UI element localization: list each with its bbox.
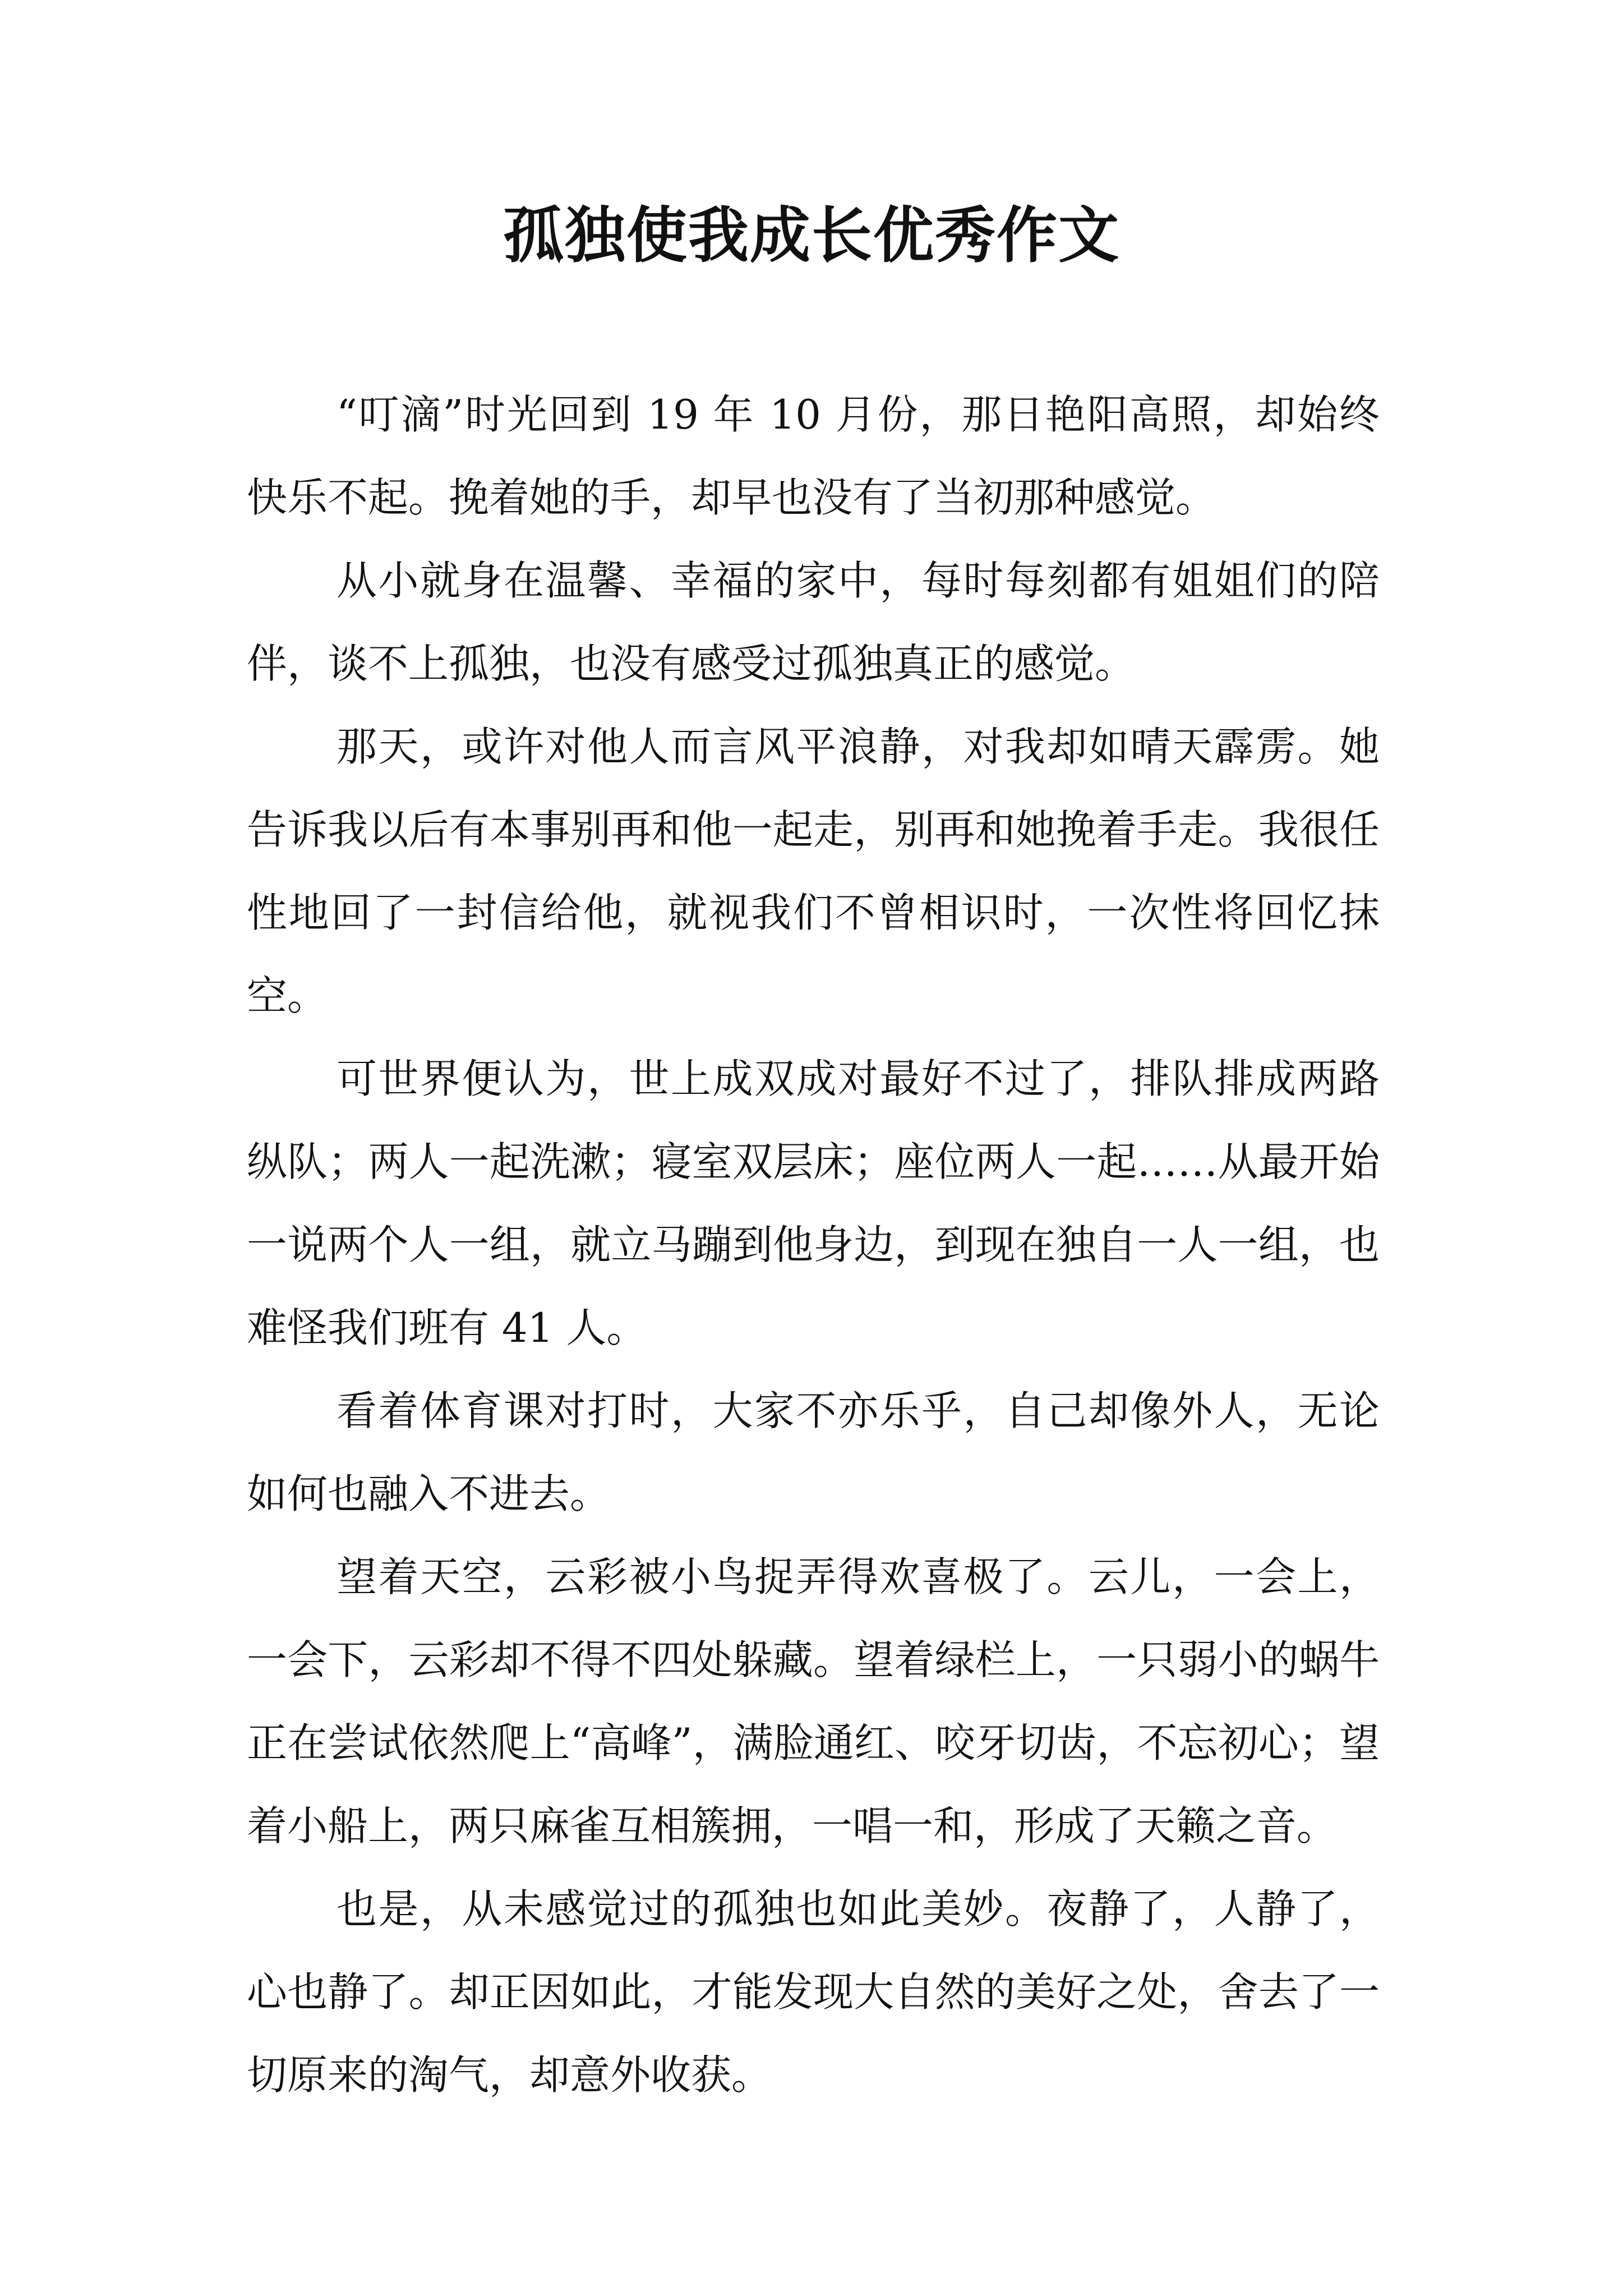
paragraph-3: 那天，或许对他人而言风平浪静，对我却如晴天霹雳。她告诉我以后有本事别再和他一起走，别再和她挽着手走。我很任性地回了一封信给他，就视我们不曾相识时，一次性将回忆抹空。 (247, 723, 1380, 1019)
paragraph-7: 也是，从未感觉过的孤独也如此美妙。夜静了，人静了，心也静了。却正因如此，才能发现大自然的美好之处，舍去了一切原来的淘气，却意外收获。 (247, 1885, 1380, 2099)
paragraph-4: 可世界便认为，世上成双成对最好不过了，排队排成两路纵队；两人一起洗漱；寝室双层床；座位两人一起……从最开始一说两个人一组，就立马蹦到他身边，到现在独自一人一组，也难怪我们班有 41 人。 (247, 1055, 1380, 1351)
paragraph-1: “叮滴”时光回到 19 年 10 月份，那日艳阳高照，却始终快乐不起。挽着她的手，却早也没有了当初那种感觉。 (247, 391, 1380, 521)
paragraph-2: 从小就身在温馨、幸福的家中，每时每刻都有姐姐们的陪伴，谈不上孤独，也没有感受过孤独真正的感觉。 (247, 557, 1380, 687)
document-body (247, 373, 1380, 2116)
paragraph-5: 看着体育课对打时，大家不亦乐乎，自己却像外人，无论如何也融入不进去。 (247, 1387, 1380, 1517)
paragraph-6: 望着天空，云彩被小鸟捉弄得欢喜极了。云儿，一会上，一会下，云彩却不得不四处躲藏。望着绿栏上，一只弱小的蜗牛正在尝试依然爬上“高峰”，满脸通红、咬牙切齿，不忘初心；望着小船上，两只麻雀互相簇拥，一唱一和，形成了天籁之音。 (247, 1553, 1380, 1849)
document-title: 孤独使我成长优秀作文 (502, 200, 1120, 271)
